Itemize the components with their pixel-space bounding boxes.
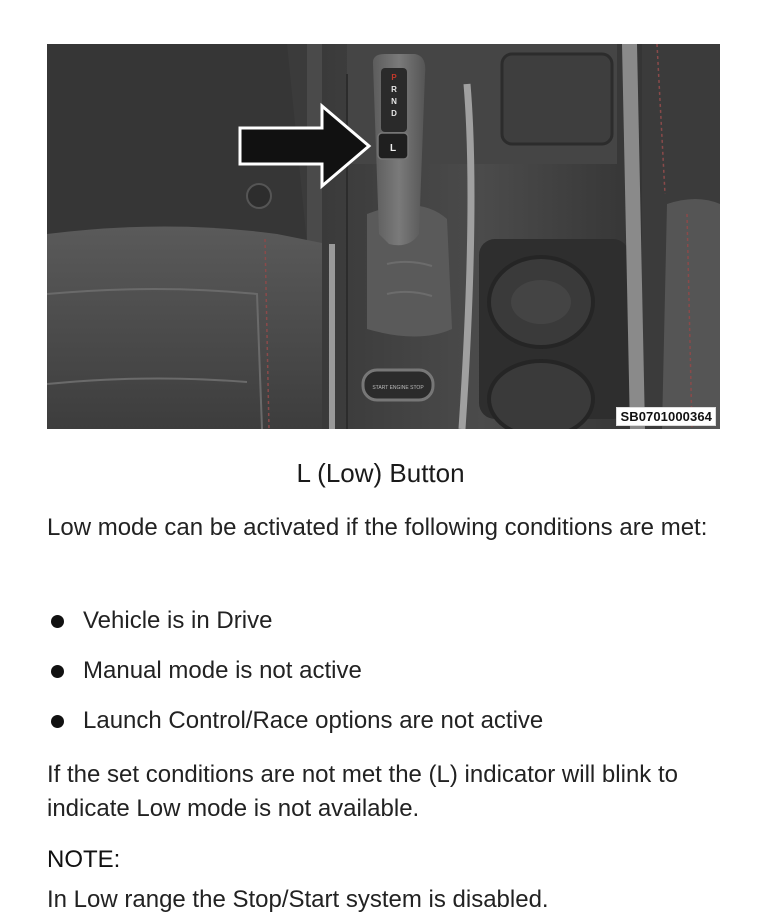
figure-code: SB0701000364 [616, 407, 716, 426]
intro-paragraph: Low mode can be activated if the following conditions are met: [47, 514, 708, 541]
gear-letter-n: N [391, 97, 397, 106]
gear-letter-r: R [391, 85, 397, 94]
start-stop-label: START ENGINE STOP [372, 385, 424, 391]
bullet-icon [51, 615, 64, 628]
bullet-icon [51, 665, 64, 678]
list-item [47, 654, 737, 688]
list-item-text: Manual mode is not active [83, 657, 362, 684]
left-seat [47, 227, 327, 430]
console-drawing [47, 44, 720, 429]
list-item-text: Launch Control/Race options are not active [83, 707, 544, 734]
conditions-list [47, 604, 737, 754]
followup-paragraph: If the set conditions are not met the (L) indicator will blink to indicate Low mode is not available. [47, 761, 678, 822]
note-heading: NOTE: [47, 846, 121, 873]
shifter-illustration [47, 44, 720, 429]
list-item [47, 704, 737, 738]
bullet-icon [51, 715, 64, 728]
low-button-letter: L [389, 143, 397, 154]
list-item-text: Vehicle is in Drive [83, 607, 273, 634]
gear-letter-d: D [391, 109, 397, 118]
figure-caption: L (Low) Button [296, 458, 465, 488]
note-text: In Low range the Stop/Start system is disabled. [47, 886, 549, 913]
list-item [47, 604, 737, 638]
gear-letter-p: P [391, 73, 397, 82]
